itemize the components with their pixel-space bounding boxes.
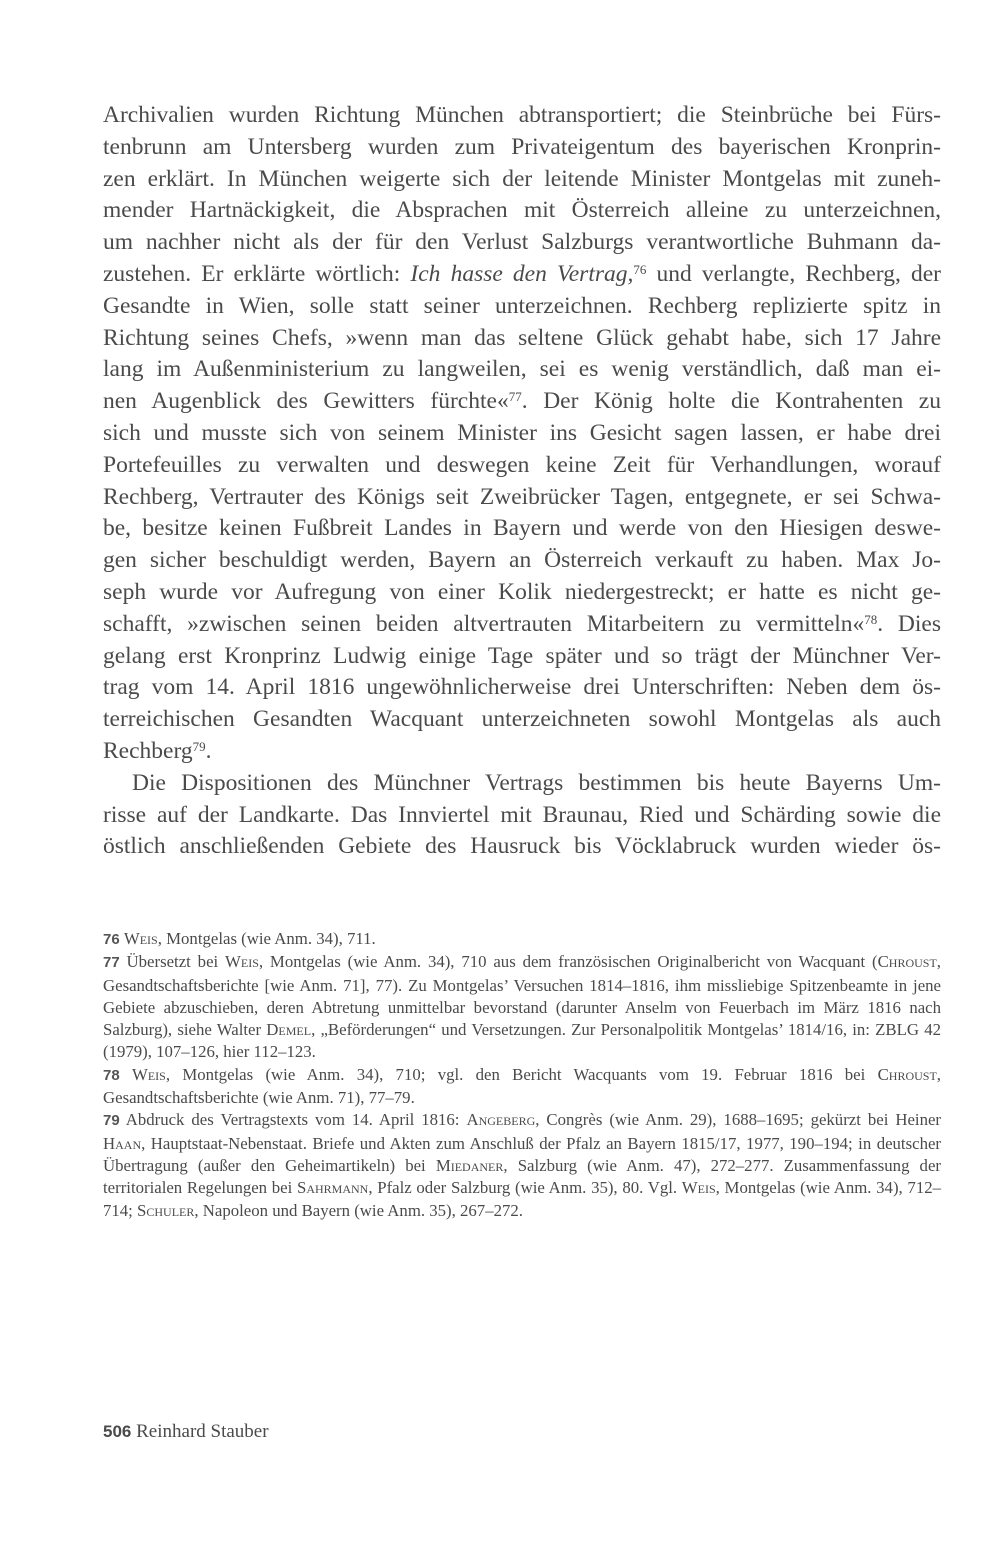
footnote-ref-76: 76	[633, 261, 647, 277]
text-line: Rechberg, Vertrauter des Königs seit Zweibrücker Tagen, entgegnete, er sei Schwa-	[103, 483, 941, 510]
text-line: risse auf der Landkarte. Das Innviertel mit Braunau, Ried und Schärding sowie die	[103, 801, 941, 828]
footnotes	[103, 928, 941, 1222]
footnote-ref-78: 78	[864, 611, 878, 627]
footnote-number: 78	[103, 1066, 120, 1084]
footnote-number: 76	[103, 931, 120, 948]
text-line: zen erklärt. In München weigerte sich der leitende Minister Montgelas mit zuneh-	[103, 165, 941, 192]
footnote-79: 79 Abdruck des Vertragstexts vom 14. April 1816: Angeberg, Congrès (wie Anm. 29), 1688–1695; gekürzt bei Heiner Haan, Hauptstaat-Nebenstaat. Briefe und Akten zum Anschluß der Pfalz an Bayern 1815/17, 1977, 190–194; in deutscher Übertragung (außer den Geheimartikeln) bei Miedaner, Salzburg (wie Anm. 47), 272–277. Zusammenfassung der territorialen Regelungen bei Sahrmann, Pfalz oder Salzburg (wie Anm. 35), 80. Vgl. Weis, Montgelas (wie Anm. 34), 712–714; Schuler, Napoleon und Bayern (wie Anm. 35), 267–272.	[103, 1110, 941, 1220]
footnote-ref-77: 77	[508, 389, 522, 405]
text-line: gelang erst Kronprinz Ludwig einige Tage später und so trägt der Münchner Ver-	[103, 642, 941, 669]
main-text	[103, 100, 941, 863]
text-line: Die Dispositionen des Münchner Vertrags bestimmen bis heute Bayerns Um-	[132, 769, 941, 796]
text-line: sich und musste sich von seinem Minister ins Gesicht sagen lassen, er habe drei	[103, 419, 941, 446]
text-line: um nachher nicht als der für den Verlust Salzburgs verantwortliche Buhmann da-	[103, 229, 941, 256]
page-number: 506	[103, 1422, 132, 1441]
text-line: nen Augenblick des Gewitters fürchte«$^{77}$. Der König holte die Kontrahenten zu	[103, 388, 941, 415]
text-line: Archivalien wurden Richtung München abtransportiert; die Steinbrüche bei Fürs-	[103, 102, 941, 128]
footnote-number: 77	[103, 954, 120, 972]
text-line: östlich anschließenden Gebiete des Hausruck bis Vöcklabruck wurden wieder ös-	[103, 833, 941, 860]
footnote-77: 77 Übersetzt bei Weis, Montgelas (wie Anm. 34), 710 aus dem französischen Originalbericht von Wacquant (Chroust, Gesandtschaftsberichte [wie Anm. 71], 77). Zu Montgelas’ Versuchen 1814–1816, ihm missliebige Spitzenbeamte in jene Gebiete abzuschieben, deren Abtretung unmittelbar bevorstand (darunter Anselm von Feuerbach im März 1816 nach Salzburg), siehe Walter Demel, „Beförderungen“ und Versetzungen. Zur Personalpolitik Montgelas’ 1814/16, in: ZBLG 42 (1979), 107–126, hier 112–123.	[103, 952, 941, 1062]
text-line: Portefeuilles zu verwalten und deswegen keine Zeit für Verhandlungen, worauf	[103, 451, 941, 478]
footnote-ref-79: 79	[192, 738, 206, 754]
running-author: Reinhard Stauber	[136, 1421, 269, 1442]
page-footer	[103, 1421, 269, 1443]
text-line: Rechberg$^{79}$.	[103, 737, 212, 764]
text-line: zustehen. Er erklärte wörtlich: Ich hasse den Vertrag,$^{76}$ und verlangte, Rechberg, der	[103, 260, 941, 287]
text-line: seph wurde vor Aufregung von einer Kolik niedergestreckt; er hatte es nicht ge-	[103, 578, 941, 605]
text-line: Gesandte in Wien, solle statt seiner unterzeichnen. Rechberg replizierte spitz in	[103, 292, 941, 319]
text-line: terreichischen Gesandten Wacquant unterzeichneten sowohl Montgelas als auch	[103, 706, 941, 733]
text-line: schafft, »zwischen seinen beiden altvertrauten Mitarbeitern zu vermitteln«$^{78}$. Dies	[103, 610, 941, 637]
footnote-number: 79	[103, 1112, 120, 1130]
text-line: lang im Außenministerium zu langweilen, sei es wenig verständlich, daß man ei-	[103, 356, 941, 383]
text-line: Richtung seines Chefs, »wenn man das seltene Glück gehabt habe, sich 17 Jahre	[103, 324, 941, 351]
quote-italic: Ich hasse den Vertrag,	[410, 260, 634, 287]
footnote-76: 76 Weis, Montgelas (wie Anm. 34), 711.	[103, 929, 376, 948]
text-line: gen sicher beschuldigt werden, Bayern an Österreich verkauft zu haben. Max Jo-	[103, 547, 941, 574]
text-line: trag vom 14. April 1816 ungewöhnlicherweise drei Unterschriften: Neben dem ös-	[103, 674, 941, 701]
text-line: be, besitze keinen Fußbreit Landes in Bayern und werde von den Hiesigen deswe-	[103, 515, 941, 542]
footnote-78: 78 Weis, Montgelas (wie Anm. 34), 710; vgl. den Bericht Wacquants vom 19. Februar 1816 bei Chroust, Gesandtschaftsberichte (wie Anm. 71), 77–79.	[103, 1064, 941, 1108]
text-line: tenbrunn am Untersberg wurden zum Privateigentum des bayerischen Kronprin-	[103, 133, 941, 160]
text-line: mender Hartnäckigkeit, die Absprachen mit Österreich alleine zu unterzeichnen,	[103, 197, 941, 224]
